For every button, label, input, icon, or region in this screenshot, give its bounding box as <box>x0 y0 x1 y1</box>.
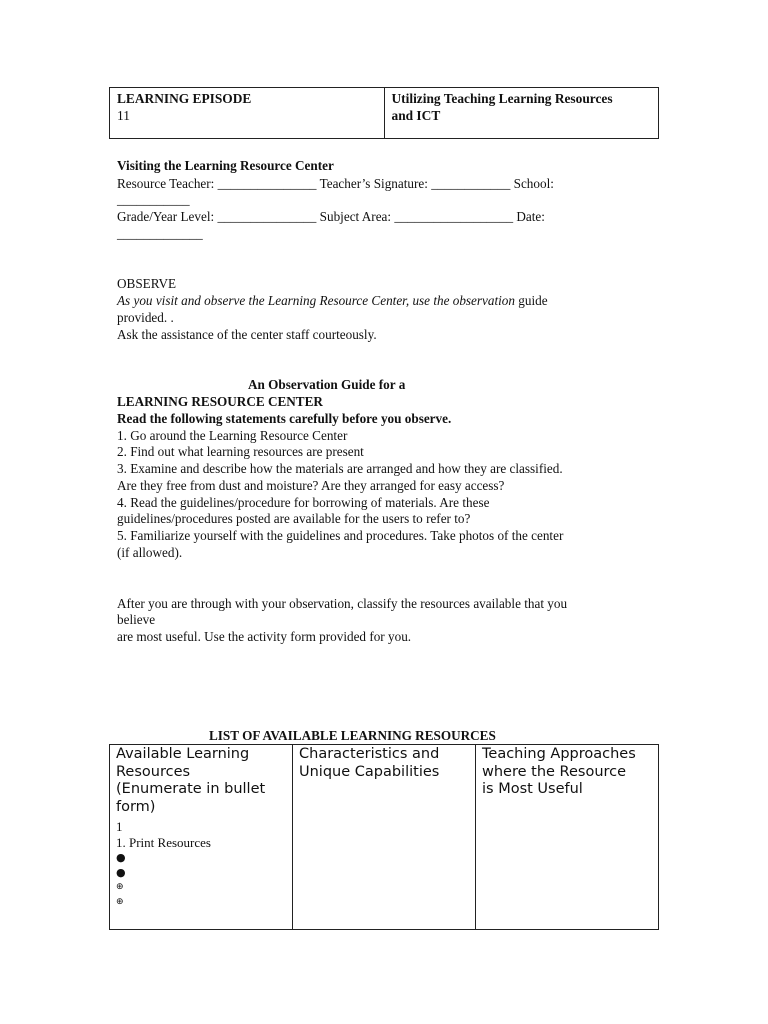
resources-table <box>109 744 659 930</box>
episode-label: LEARNING EPISODE <box>117 91 252 106</box>
col3-header-line: where the Resource <box>482 763 627 780</box>
observe-instruction-line-3: Ask the assistance of the center staff courteously. <box>117 327 377 342</box>
guide-title-line-2: LEARNING RESOURCE CENTER <box>117 394 323 409</box>
guide-line: (if allowed). <box>117 545 183 560</box>
guide-line: 4. Read the guidelines/procedure for borrowing of materials. Are these <box>117 495 490 510</box>
col-available-resources <box>110 745 293 930</box>
guide-line: 3. Examine and describe how the materials are arranged and how they are classified. <box>117 461 563 476</box>
guide-line: guidelines/procedures posted are available for the users to refer to? <box>117 511 471 526</box>
col1-header-line: form) <box>116 798 156 815</box>
bullet-symbol-icon: ⊕ <box>116 896 124 907</box>
resource-number: 1 <box>116 819 123 834</box>
visit-form-row-2: Grade/Year Level: _______________ Subject Area: __________________ Date: <box>117 209 545 224</box>
observe-instruction-line-1 <box>117 292 548 309</box>
visit-form-row-1: Resource Teacher: _______________ Teacher’s Signature: ____________ School: <box>117 176 554 191</box>
episode-title-cell <box>384 88 659 139</box>
resources-table-title: LIST OF AVAILABLE LEARNING RESOURCES <box>209 728 496 743</box>
observe-heading: OBSERVE <box>117 276 177 291</box>
col1-header-line: Resources <box>116 763 191 780</box>
after-line-1: After you are through with your observation, classify the resources available that you <box>117 596 568 611</box>
bullet-symbol-icon: ⊕ <box>116 882 124 892</box>
after-line-2: believe <box>117 612 156 627</box>
episode-label-cell <box>110 88 385 139</box>
after-line-3: are most useful. Use the activity form provided for you. <box>117 629 412 644</box>
visit-heading: Visiting the Learning Resource Center <box>117 158 334 173</box>
episode-header-table <box>109 87 659 139</box>
episode-title-line-1: Utilizing Teaching Learning Resources <box>391 91 613 106</box>
col2-header-line: Characteristics and <box>299 746 440 762</box>
guide-line: 5. Familiarize yourself with the guidelines and procedures. Take photos of the center <box>117 528 564 543</box>
col-teaching-approaches <box>476 745 659 930</box>
observe-italic-text: As you visit and observe the Learning Resource Center, use the observation <box>117 293 515 308</box>
guide-line: 2. Find out what learning resources are present <box>117 444 364 459</box>
visit-form-row-2-continued: _____________ <box>117 226 203 241</box>
col2-header-line: Unique Capabilities <box>299 763 440 780</box>
observe-instruction-line-2: provided. . <box>117 310 174 325</box>
col1-header-line: Available Learning <box>116 746 250 762</box>
resource-item-print: 1. Print Resources <box>116 835 211 850</box>
observe-normal-text: guide <box>515 293 548 308</box>
bullet-icon: ● <box>116 865 126 879</box>
episode-title-line-2: and ICT <box>391 108 441 123</box>
bullet-icon: ● <box>116 851 126 864</box>
col3-header-line: Teaching Approaches <box>482 746 636 762</box>
col3-header-line: is Most Useful <box>482 781 583 797</box>
guide-instruction: Read the following statements carefully before you observe. <box>117 411 452 426</box>
guide-line: Are they free from dust and moisture? Are they arranged for easy access? <box>117 478 505 493</box>
col-characteristics <box>293 745 476 930</box>
episode-number: 11 <box>117 108 130 123</box>
col1-header-line: (Enumerate in bullet <box>116 781 266 797</box>
guide-title-line-1: An Observation Guide for a <box>248 377 406 392</box>
guide-line: 1. Go around the Learning Resource Center <box>117 428 348 443</box>
visit-form-row-1-continued: ___________ <box>117 192 190 207</box>
